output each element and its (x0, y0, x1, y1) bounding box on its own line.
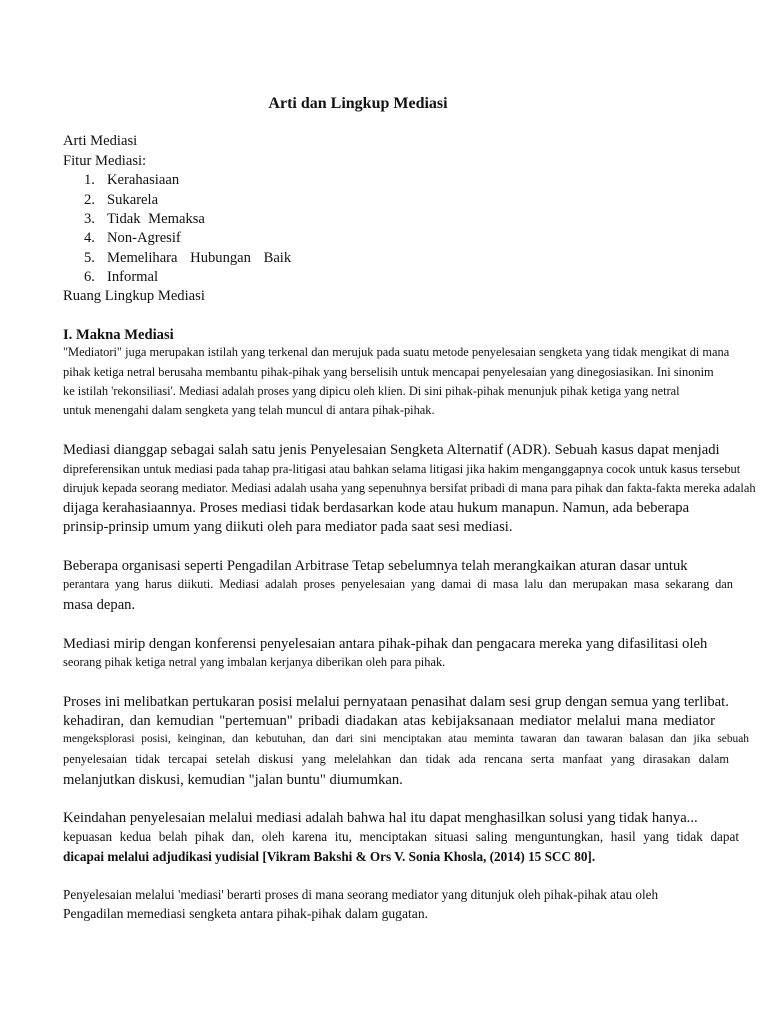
paragraph-line: Penyelesaian melalui 'mediasi' berarti proses di mana seorang mediator yang ditunjuk oleh pihak-pihak atau oleh (63, 887, 659, 902)
paragraph-line: seorang pihak ketiga netral yang imbalan kerjanya diberikan oleh para pihak. (63, 655, 446, 669)
paragraph-line: prinsip-prinsip umum yang diikuti oleh para mediator pada saat sesi mediasi. (63, 519, 513, 535)
list-number: 4. (84, 230, 95, 246)
paragraph-line: Proses ini melibatkan pertukaran posisi melalui pernyataan penasihat dalam sesi grup dengan semua yang terlibat. (63, 694, 729, 710)
paragraph-line: Mediasi mirip dengan konferensi penyelesaian antara pihak-pihak dan pengacara mereka yang difasilitasi oleh (63, 636, 708, 652)
list-number: 6. (84, 269, 95, 285)
list-number: 2. (84, 192, 95, 208)
paragraph-line: penyelesaian tidak tercapai setelah diskusi yang melelahkan dan tidak ada rencana serta manfaat yang dirasakan dalam (63, 752, 729, 766)
paragraph-line: kepuasan kedua belah pihak dan, oleh karena itu, menciptakan situasi saling menguntungkan, hasil yang tidak dapat (63, 829, 739, 844)
paragraph-line: dipreferensikan untuk mediasi pada tahap pra-litigasi atau bahkan selama litigasi jika hakim menganggapnya cocok untuk kasus tersebut (63, 462, 741, 476)
list-item: Informal (107, 269, 159, 285)
paragraph-line: mengeksplorasi posisi, keinginan, dan kebutuhan, dan dari sini menciptakan atau meminta tawaran dan tawaran balasan dan jika sebuah (63, 733, 749, 745)
list-number: 5. (84, 250, 95, 266)
paragraph-line: "Mediatori" juga merupakan istilah yang terkenal dan merujuk pada suatu metode penyelesaian sengketa yang tidak mengikat di mana (63, 345, 730, 359)
paragraph-line: kehadiran, dan kemudian "pertemuan" pribadi diadakan atas kebijaksanaan mediator melalui mana mediator (63, 713, 715, 729)
paragraph-line: melanjutkan diskusi, kemudian "jalan buntu" diumumkan. (63, 772, 403, 788)
paragraph-line: Beberapa organisasi seperti Pengadilan Arbitrase Tetap sebelumnya telah merangkaikan aturan dasar untuk (63, 558, 688, 574)
list-item: Memelihara Hubungan Baik (107, 250, 292, 266)
paragraph-line: dijaga kerahasiaannya. Proses mediasi tidak berdasarkan kode atau hukum manapun. Namun, ada beberapa (63, 500, 690, 516)
paragraph-line: perantara yang harus diikuti. Mediasi adalah proses penyelesaian yang damai di masa lalu dan merupakan masa sekarang dan (63, 577, 733, 591)
list-item: Sukarela (107, 192, 159, 208)
list-number: 1. (84, 172, 95, 188)
ruang-lingkup-line: Ruang Lingkup Mediasi (63, 288, 205, 304)
citation-line: dicapai melalui adjudikasi yudisial [Vikram Bakshi & Ors V. Sonia Khosla, (2014) 15 SCC 80]. (63, 849, 596, 864)
paragraph-line: Mediasi dianggap sebagai salah satu jenis Penyelesaian Sengketa Alternatif (ADR). Sebuah kasus dapat menjadi (63, 442, 720, 458)
paragraph-line: masa depan. (63, 597, 136, 613)
paragraph-line: ke istilah 'rekonsiliasi'. Mediasi adalah proses yang dipicu oleh klien. Di sini pihak-pihak menunjuk pihak ketiga yang netral (63, 384, 680, 398)
paragraph-line: Pengadilan memediasi sengketa antara pihak-pihak dalam gugatan. (63, 906, 429, 921)
paragraph-line: untuk menengahi dalam sengketa yang telah muncul di antara pihak-pihak. (63, 403, 435, 417)
section-heading: I. Makna Mediasi (63, 327, 174, 343)
list-item: Non-Agresif (107, 230, 181, 246)
arti-mediasi-line: Arti Mediasi (63, 133, 138, 149)
paragraph-line: dirujuk kepada seorang mediator. Mediasi adalah usaha yang sepenuhnya bersifat pribadi di mana para pihak dan fakta-fakta mereka adalah (63, 481, 756, 495)
paragraph-line: Keindahan penyelesaian melalui mediasi adalah bahwa hal itu dapat menghasilkan solusi yang tidak hanya... (63, 810, 698, 826)
list-item: Tidak Memaksa (107, 211, 205, 227)
list-item: Kerahasiaan (107, 172, 180, 188)
fitur-mediasi-line: Fitur Mediasi: (63, 153, 147, 169)
paragraph-line: pihak ketiga netral berusaha membantu pihak-pihak yang berselisih untuk mencapai penyelesaian yang dinegosiasikan. Ini sinonim (63, 365, 714, 379)
document-title: Arti dan Lingkup Mediasi (268, 95, 448, 112)
list-number: 3. (84, 211, 95, 227)
